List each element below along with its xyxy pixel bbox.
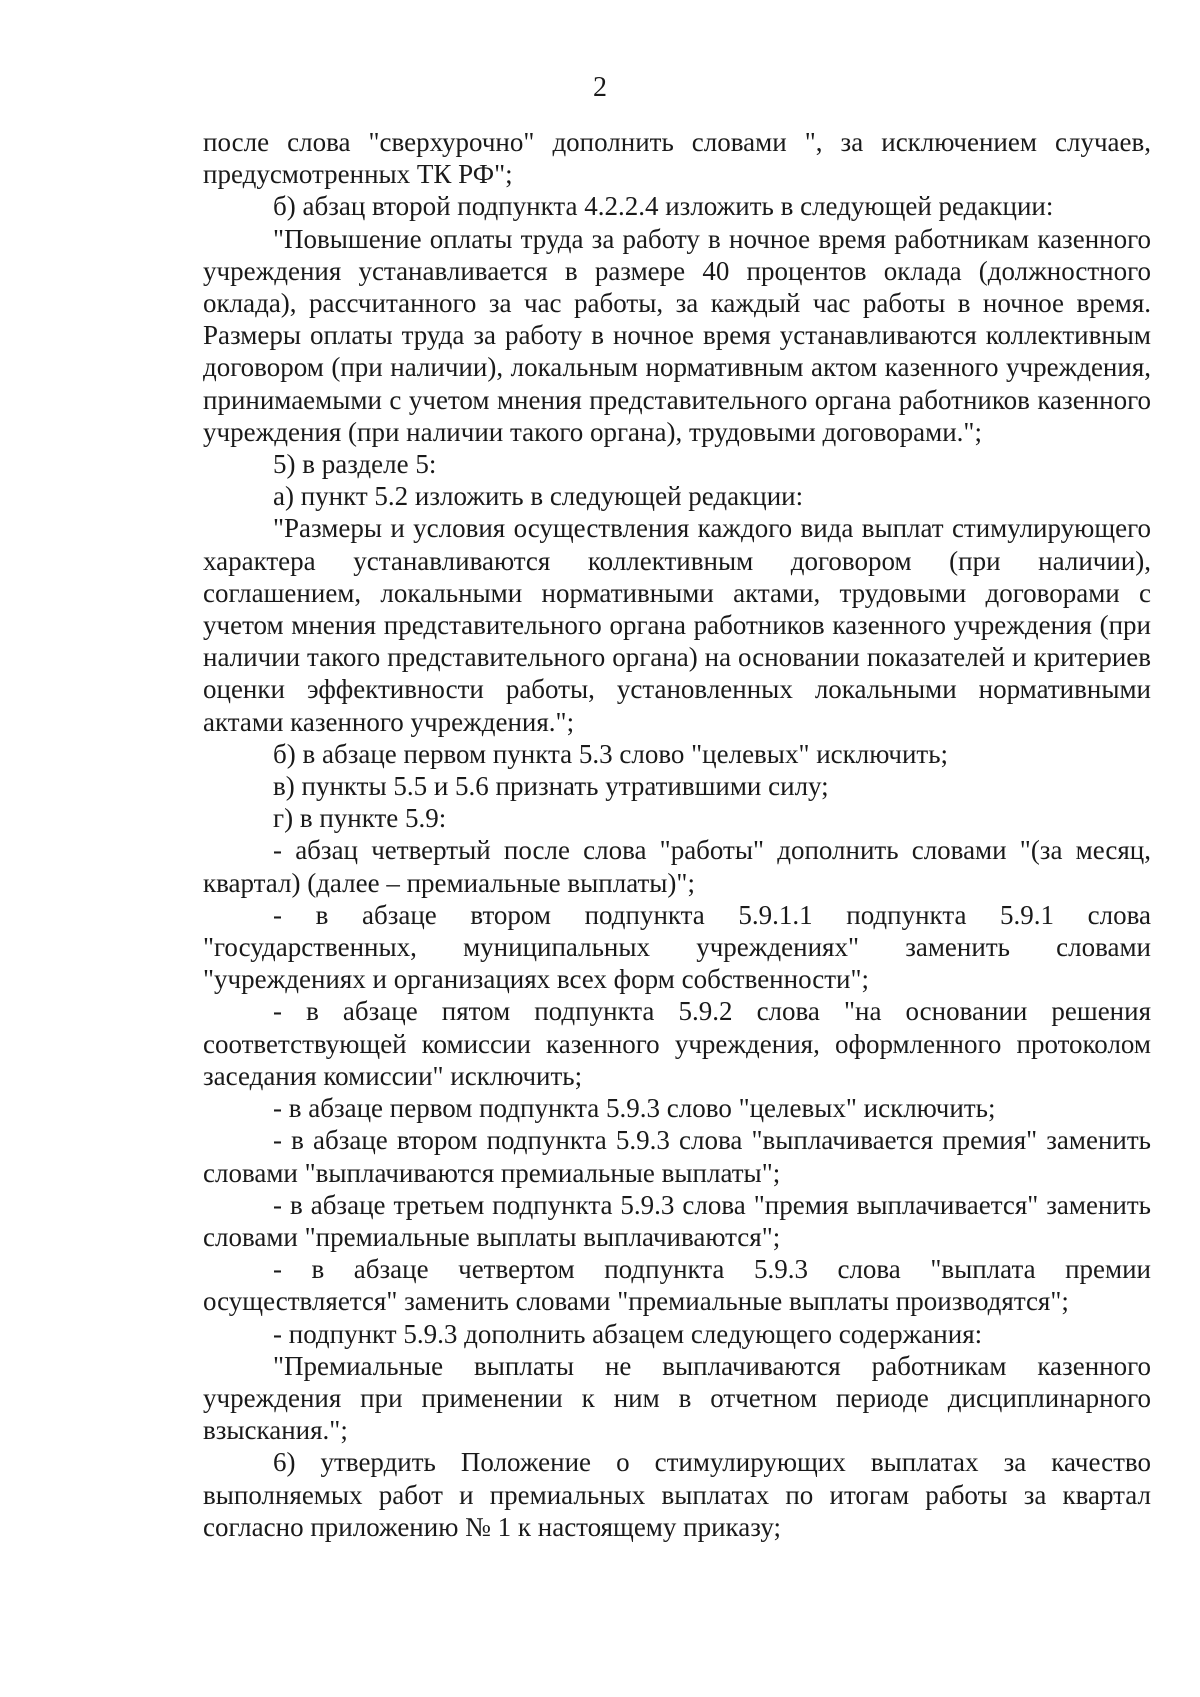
- paragraph-5-9-3-addition: - подпункт 5.9.3 дополнить абзацем следующего содержания:: [273, 1318, 983, 1349]
- paragraph-5-9-2: - в абзаце пятом подпункта 5.9.2 слова "на основании решения соответствующей комиссии казенного учреждения, оформленного протоколом заседания комиссии" исключить;: [203, 996, 1151, 1091]
- paragraph-subpoint-b-4-2-2-4: б) абзац второй подпункта 4.2.2.4 изложить в следующей редакции:: [273, 191, 1054, 222]
- page-number: 2: [593, 72, 607, 103]
- paragraph-5-9-3-second: - в абзаце втором подпункта 5.9.3 слова "выплачивается премия" заменить словами "выплачиваются премиальные выплаты";: [203, 1125, 1151, 1188]
- paragraph-points-5-5-5-6: в) пункты 5.5 и 5.6 признать утратившими силу;: [273, 771, 829, 802]
- paragraph-5-9-1-1: - в абзаце втором подпункта 5.9.1.1 подпункта 5.9.1 слова "государственных, муниципальных учреждениях" заменить словами "учреждениях и организациях всех форм собственности";: [203, 899, 1151, 995]
- paragraph-night-work-pay: "Повышение оплаты труда за работу в ночное время работникам казенного учреждения устанавливается в размере 40 процентов оклада (должностного оклада), рассчитанного за час работы, за каждый час работы в ночное время. Размеры оплаты труда за работу в ночное время устанавливаются коллективным договором (при наличии), локальным нормативным актом казенного учреждения, принимаемыми с учетом мнения представительного органа работников казенного учреждения (при наличии такого органа), трудовыми договорами.";: [203, 223, 1151, 447]
- document-body: [203, 126, 1151, 1543]
- paragraph-5-9-3-third: - в абзаце третьем подпункта 5.9.3 слова "премия выплачивается" заменить словами "премиальные выплаты выплачиваются";: [203, 1189, 1151, 1252]
- paragraph-fourth-abzac: - абзац четвертый после слова "работы" дополнить словами "(за месяц, квартал) (далее – премиальные выплаты)";: [203, 835, 1151, 898]
- paragraph-point-5-9: г) в пункте 5.9:: [273, 803, 447, 834]
- paragraph-5-9-3-fourth: - в абзаце четвертом подпункта 5.9.3 слова "выплата премии осуществляется" заменить словами "премиальные выплаты производятся";: [203, 1254, 1151, 1317]
- paragraph-5-9-3-first: - в абзаце первом подпункта 5.9.3 слово "целевых" исключить;: [273, 1093, 996, 1124]
- paragraph-incentive-payments: "Размеры и условия осуществления каждого вида выплат стимулирующего характера устанавливаются коллективным договором (при наличии), соглашением, локальными нормативными актами, трудовыми договорами с учетом мнения представительного органа работников казенного учреждения (при наличии такого представительного органа) на основании показателей и критериев оценки эффективности работы, установленных локальными нормативными актами казенного учреждения.";: [203, 513, 1151, 737]
- paragraph-point-6: 6) утвердить Положение о стимулирующих выплатах за качество выполняемых работ и премиальных выплатах по итогам работы за квартал согласно приложению № 1 к настоящему приказу;: [203, 1447, 1151, 1542]
- paragraph-point-5-3: б) в абзаце первом пункта 5.3 слово "целевых" исключить;: [273, 738, 949, 769]
- paragraph-disciplinary: "Премиальные выплаты не выплачиваются работникам казенного учреждения при применении к ним в отчетном периоде дисциплинарного взыскания.";: [203, 1350, 1151, 1446]
- paragraph-section-5: 5) в разделе 5:: [273, 449, 437, 480]
- paragraph-point-5-2: а) пункт 5.2 изложить в следующей редакции:: [273, 481, 804, 512]
- paragraph-continuation: после слова "сверхурочно" дополнить словами ", за исключением случаев, предусмотренных ТК РФ";: [203, 127, 1151, 190]
